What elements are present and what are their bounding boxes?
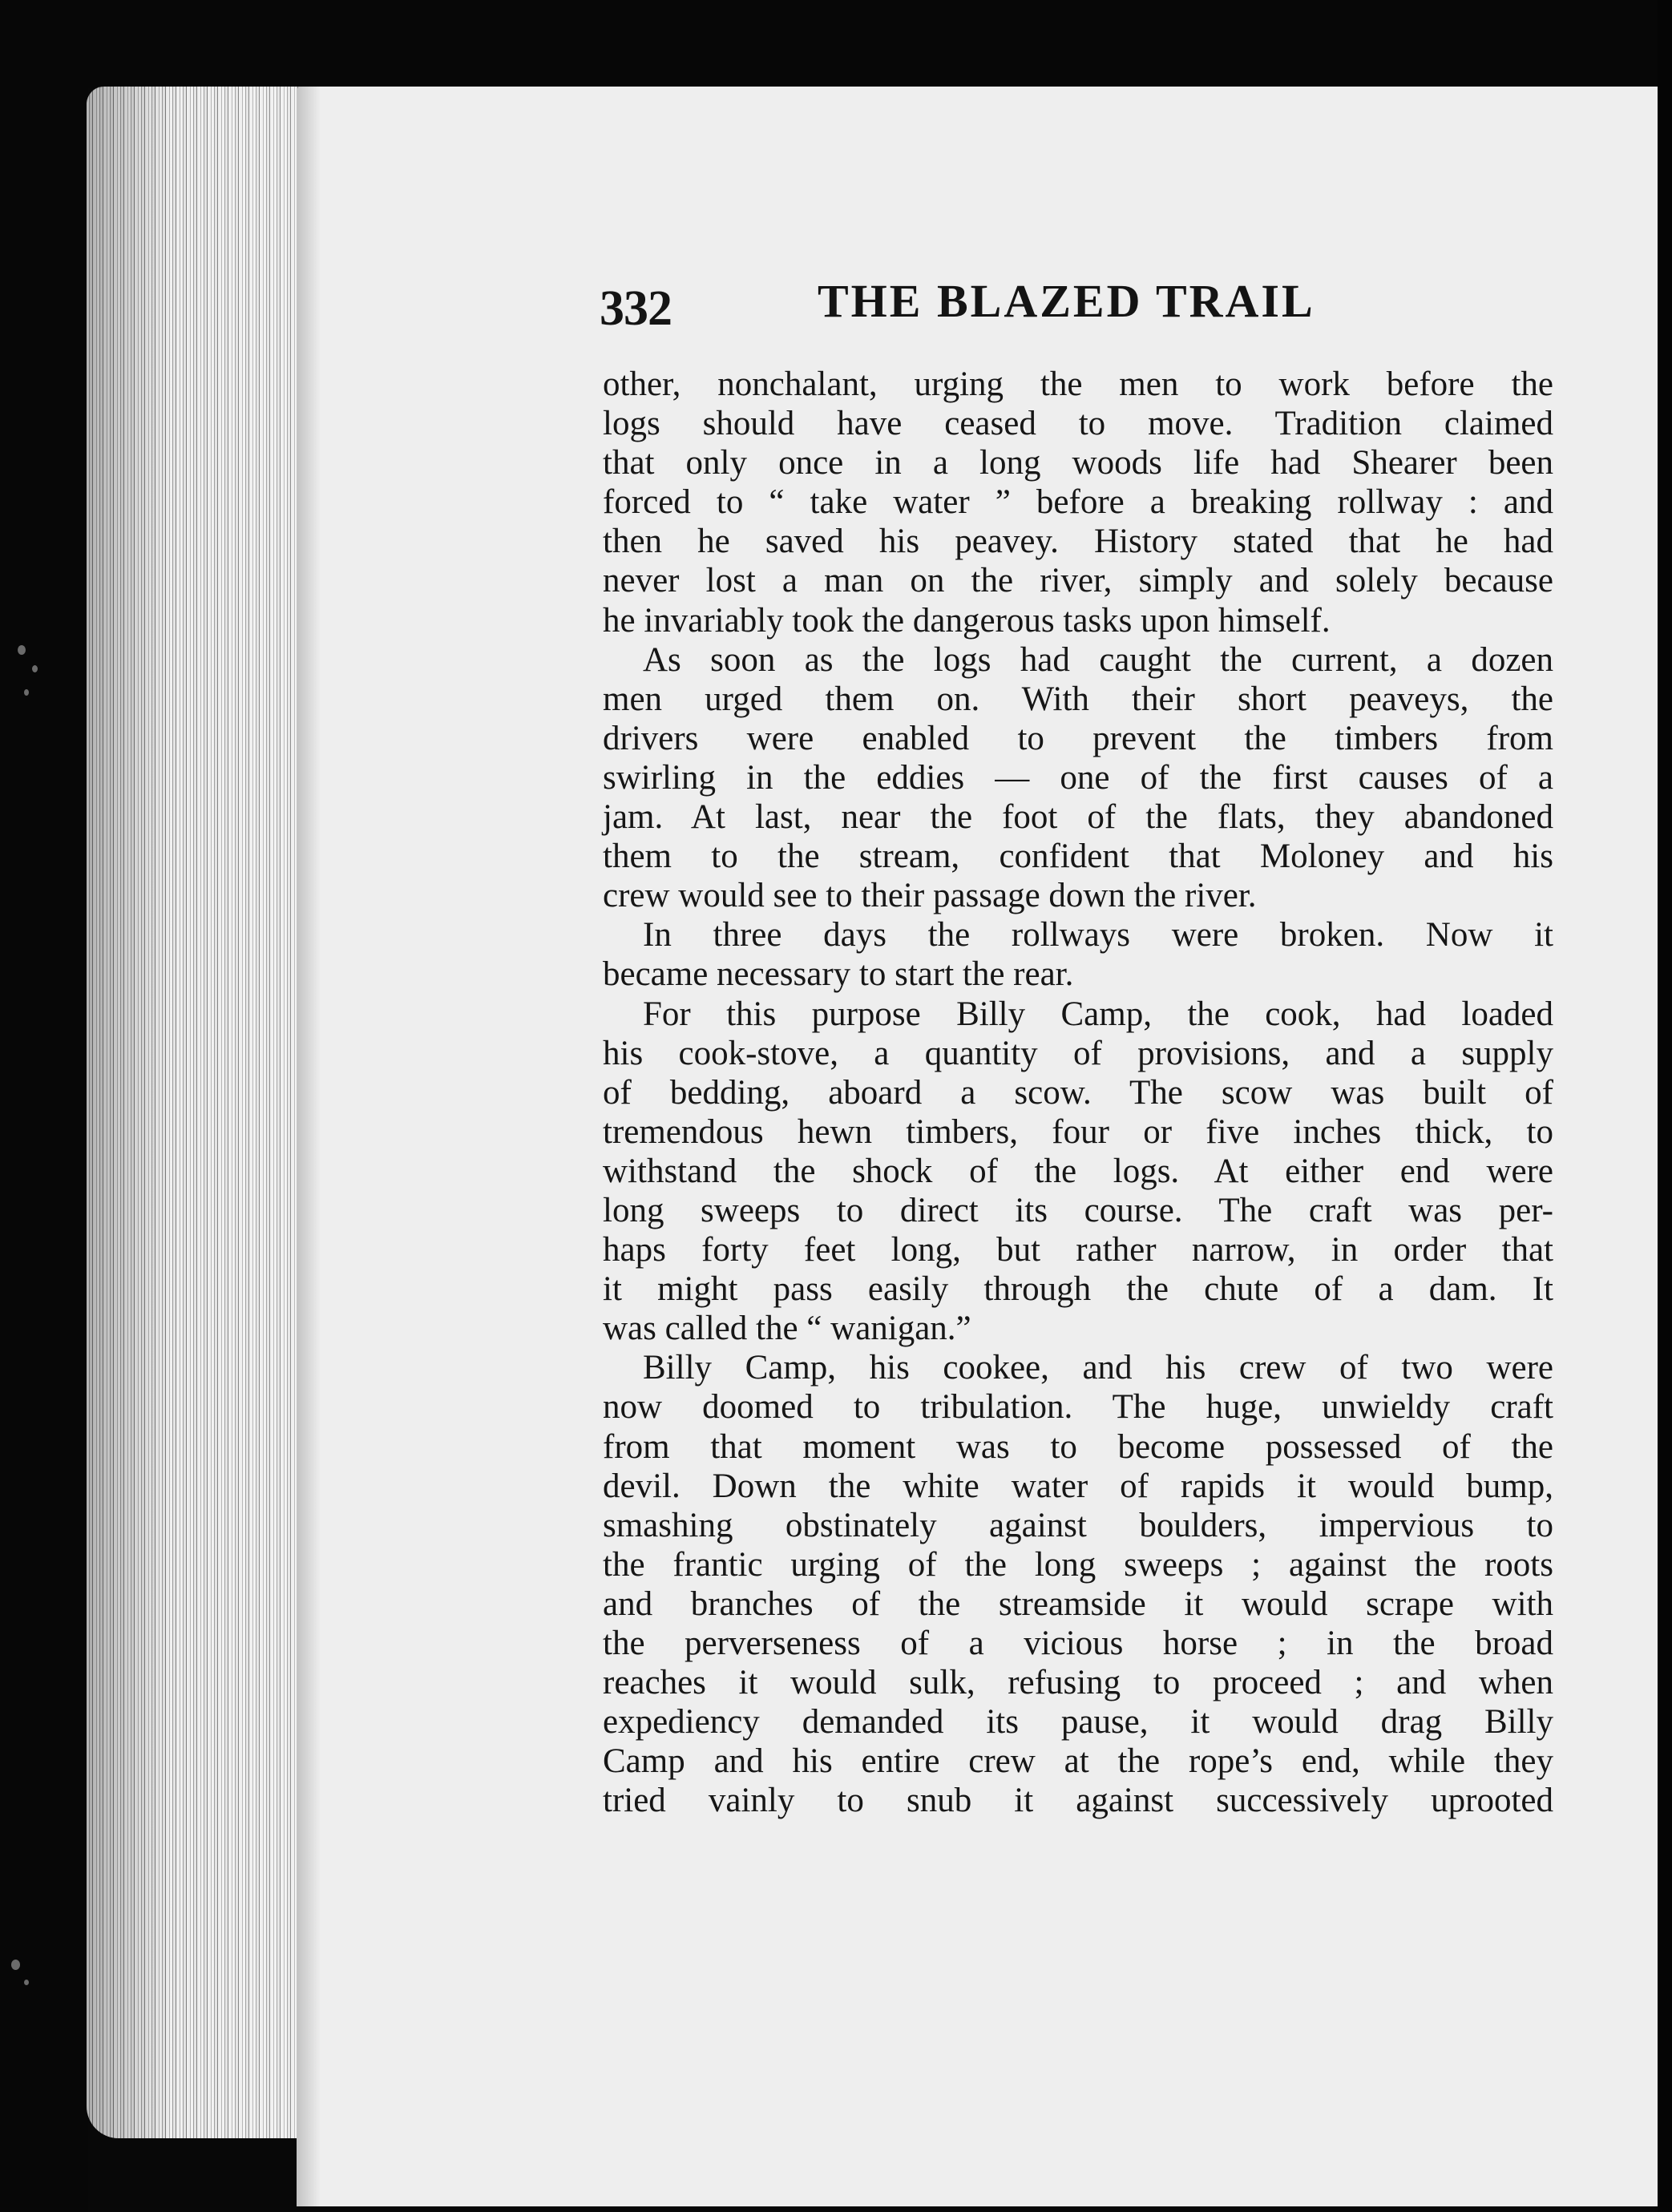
text-line: tried vainly to snub it against successively uprooted	[603, 1782, 1553, 1820]
text-line: logs should have ceased to move. Tradition claimed	[603, 405, 1553, 443]
scan-speck	[24, 1980, 29, 1985]
text-line: devil. Down the white water of rapids it would bump,	[603, 1467, 1553, 1505]
text-line: expediency demanded its pause, it would drag Billy	[603, 1703, 1553, 1742]
text-line: then he saved his peavey. History stated that he had	[603, 523, 1553, 561]
text-line: and branches of the streamside it would scrape with	[603, 1584, 1553, 1623]
text-line: forced to “ take water ” before a breaking rollway : and	[603, 483, 1553, 522]
text-line: them to the stream, confident that Moloney and his	[603, 838, 1553, 876]
text-line: smashing obstinately against boulders, impervious to	[603, 1506, 1553, 1544]
text-line: men urged them on. With their short peaveys, the	[603, 680, 1553, 718]
scan-top-border	[0, 0, 1672, 88]
text-line: from that moment was to become possessed of the	[603, 1427, 1553, 1466]
text-line: now doomed to tribulation. The huge, unwieldy craft	[603, 1388, 1553, 1427]
text-line: tremendous hewn timbers, four or five inches thick, to	[603, 1112, 1553, 1151]
text-line: the frantic urging of the long sweeps ; against the roots	[603, 1545, 1553, 1584]
scan-speck	[24, 689, 29, 696]
text-line: Camp and his entire crew at the rope’s end, while they	[603, 1742, 1553, 1781]
text-line: haps forty feet long, but rather narrow, in order that	[603, 1231, 1553, 1269]
scan-left-border	[0, 0, 88, 2212]
text-line: As soon as the logs had caught the current, a dozen	[643, 640, 1553, 679]
scan-speck	[32, 665, 38, 672]
text-line: reaches it would sulk, refusing to proceed ; and when	[603, 1664, 1553, 1702]
text-line: of bedding, aboard a scow. The scow was built of	[603, 1073, 1553, 1112]
page-number: 332	[600, 281, 672, 336]
text-line: withstand the shock of the logs. At either end were	[603, 1152, 1553, 1190]
text-line: For this purpose Billy Camp, the cook, had loaded	[643, 995, 1553, 1033]
text-line: he invariably took the dangerous tasks upon himself.	[603, 601, 1331, 640]
scan-right-border	[1658, 0, 1672, 2212]
running-head	[600, 272, 1542, 345]
text-line: became necessary to start the rear.	[603, 955, 1074, 994]
text-line: was called the “ wanigan.”	[603, 1310, 971, 1348]
text-line: it might pass easily through the chute of a dam. It	[603, 1270, 1553, 1309]
text-line: Billy Camp, his cookee, and his crew of two were	[643, 1349, 1553, 1387]
scan-speck	[11, 1960, 20, 1970]
text-line: crew would see to their passage down the river.	[603, 877, 1257, 915]
text-line: the perverseness of a vicious horse ; in the broad	[603, 1625, 1553, 1662]
text-line: his cook-stove, a quantity of provisions, and a supply	[603, 1034, 1553, 1072]
text-line: that only once in a long woods life had Shearer been	[603, 444, 1553, 482]
text-line: never lost a man on the river, simply and solely because	[603, 562, 1553, 600]
text-line: swirling in the eddies — one of the first causes of a	[603, 758, 1553, 797]
text-line: jam. At last, near the foot of the flats, they abandoned	[603, 798, 1553, 837]
running-title: THE BLAZED TRAIL	[818, 275, 1315, 327]
text-line: In three days the rollways were broken. Now it	[643, 916, 1553, 955]
text-line: drivers were enabled to prevent the timbers from	[603, 719, 1553, 757]
scan-speck	[18, 645, 26, 655]
text-line: other, nonchalant, urging the men to work before the	[603, 365, 1553, 403]
body-text	[603, 365, 1553, 1820]
text-line: long sweeps to direct its course. The craft was per-	[603, 1191, 1553, 1229]
book-page-edges	[87, 87, 303, 2138]
